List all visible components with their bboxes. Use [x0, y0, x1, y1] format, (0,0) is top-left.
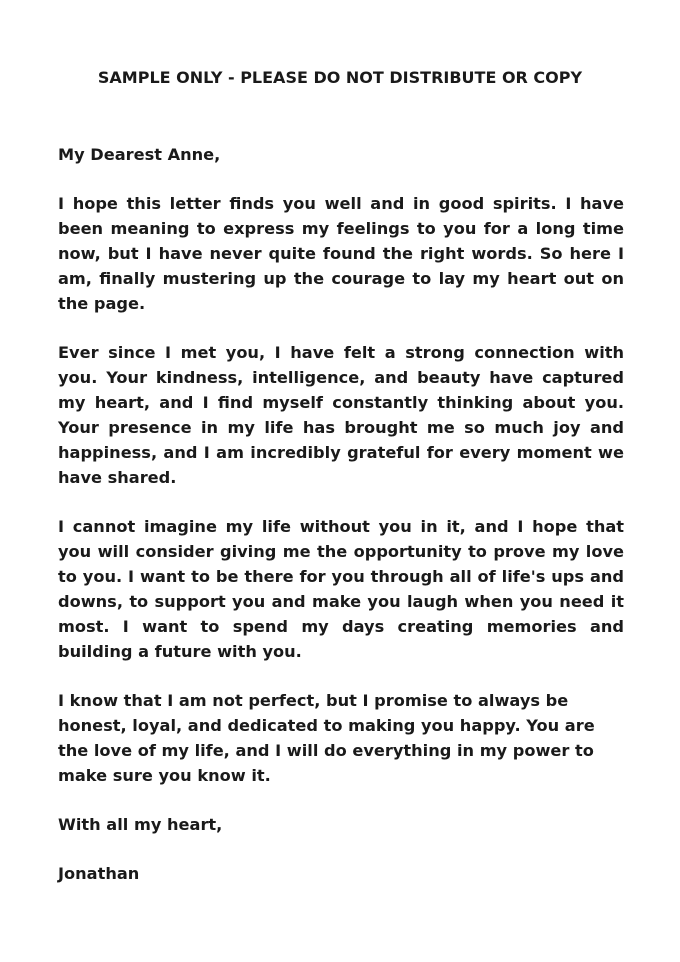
paragraph-3: I cannot imagine my life without you in it, and I hope that you will consider giving me the opportunity to prove my love to you. I want to be there for you through all of life's ups and downs, to support you and make you laugh when you need it most. I want to spend my days creating memories and building a future with you.	[58, 517, 624, 661]
salutation: My Dearest Anne,	[58, 145, 221, 164]
paragraph-1: I hope this letter finds you well and in good spirits. I have been meaning to express my feelings to you for a long time now, but I have never quite found the right words. So here I am, finally mustering up the courage to lay my heart out on the page.	[58, 194, 624, 313]
signature: Jonathan	[58, 864, 140, 883]
sample-notice: SAMPLE ONLY - PLEASE DO NOT DISTRIBUTE OR COPY	[97, 68, 583, 87]
closing: With all my heart,	[58, 815, 223, 834]
paragraph-4: I know that I am not perfect, but I promise to always be honest, loyal, and dedicated to making you happy. You are the love of my life, and I will do everything in my power to make sure you know it.	[58, 691, 595, 785]
paragraph-2: Ever since I met you, I have felt a strong connection with you. Your kindness, intelligence, and beauty have captured my heart, and I find myself constantly thinking about you. Your presence in my life has brought me so much joy and happiness, and I am incredibly grateful for every moment we have shared.	[58, 343, 624, 487]
letter-body	[58, 142, 624, 910]
